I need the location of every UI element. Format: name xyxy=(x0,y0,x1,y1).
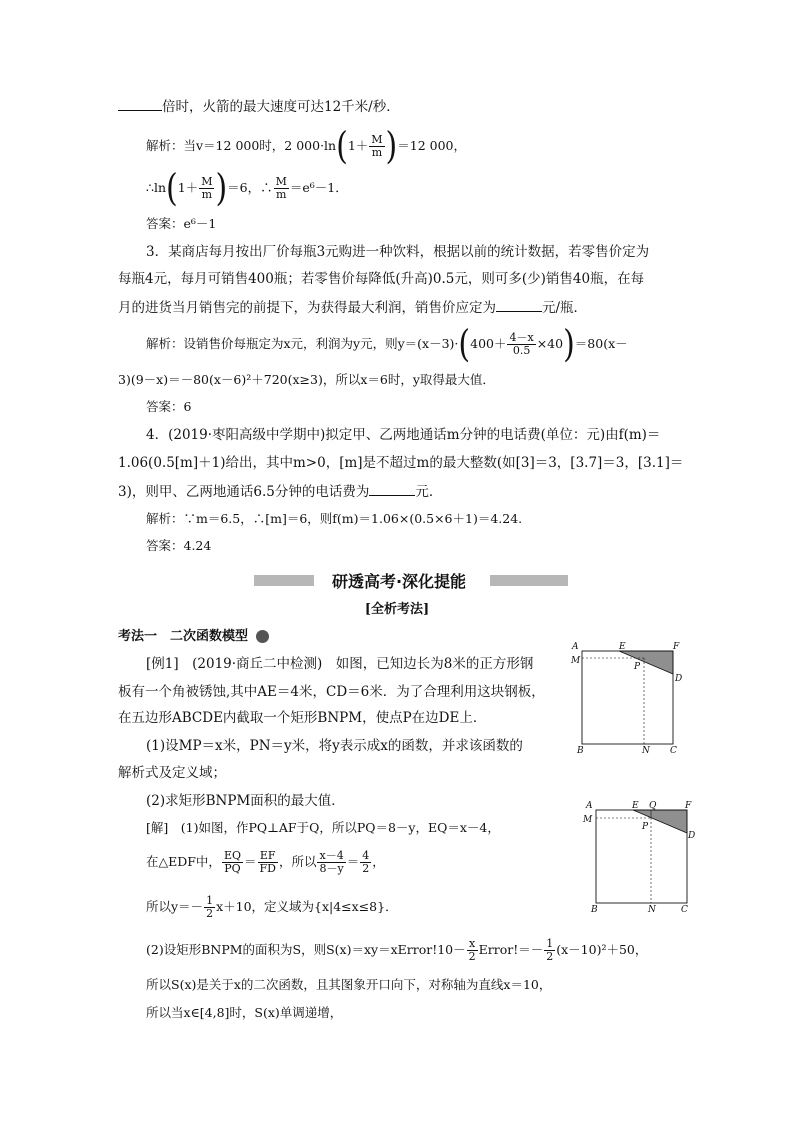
q4-answer: 答案：4.24 xyxy=(146,538,212,553)
answer-blank xyxy=(496,297,542,312)
q3-solution-1: 解析：设销售价每瓶定为x元，利润为y元，则y＝(x－3)·(400＋ $\frac{4-x}{0.5}$ ×40)＝80(x－ xyxy=(146,322,628,366)
square-plate-figure-2 xyxy=(581,797,701,915)
svg-text:P: P xyxy=(642,822,649,832)
solution-step-1: [解] (1)如图，作PQ⊥AF于Q，所以PQ＝8－y，EQ＝x－4， xyxy=(146,820,500,835)
solution-step-2: 在△EDF中， $\frac{EQ}{PQ}$ ＝ $\frac{EF}{FD}$ ，所以 $\frac{x-4}{8-y}$ ＝ $\frac{4}{2}$ ， xyxy=(146,849,385,875)
svg-text:Q: Q xyxy=(649,801,657,811)
solution-step-5: 所以S(x)是关于x的二次函数，且其图象开口向下，对称轴为直线x＝10， xyxy=(146,977,552,992)
q4-line-1: 4．(2019·枣阳高级中学期中)拟定甲、乙两地通话m分钟的电话费(单位：元)由f(m)＝ xyxy=(146,427,661,443)
svg-text:E: E xyxy=(632,801,639,811)
rocket-answer-line: 倍时，火箭的最大速度可达12千米/秒． xyxy=(118,96,400,117)
section-banner xyxy=(254,570,568,590)
example-line-5: 解析式及定义域； xyxy=(118,765,226,781)
q4-line-3: 3)，则甲、乙两地通话6.5分钟的电话费为 元． xyxy=(118,481,442,502)
answer-blank xyxy=(369,481,415,496)
example-line-4: (1)设MP＝x米，PN＝y米，将y表示成x的函数，并求该函数的 xyxy=(146,738,523,754)
q3-line-3: 月的进货当月销售完的前提下，为获得最大利润，销售价应定为 元/瓶． xyxy=(118,297,587,318)
svg-text:B: B xyxy=(577,746,584,756)
example-line-1: [例1] (2019·商丘二中检测) 如图，已知边长为8米的正方形钢 xyxy=(146,656,534,672)
q3-line-2: 每瓶4元，每月可销售400瓶；若零售价每降低(升高)0.5元，则可多(少)销售40瓶，在每 xyxy=(118,271,645,287)
svg-text:P: P xyxy=(634,662,641,672)
example-line-3: 在五边形ABCDE内截取一个矩形BNPM，使点P在边DE上． xyxy=(118,710,487,726)
q3-solution-2: 3)(9－x)＝－80(x－6)²＋720(x≥3)，所以x＝6时，y取得最大值． xyxy=(118,372,495,387)
answer-1: 答案：e⁶－1 xyxy=(146,216,217,231)
circle-icon xyxy=(256,630,269,643)
svg-text:A: A xyxy=(572,642,579,652)
svg-text:N: N xyxy=(648,905,656,915)
q3-line-1: 3．某商店每月按出厂价每瓶3元购进一种饮料，根据以前的统计数据，若零售价定为 xyxy=(146,244,650,260)
svg-text:A: A xyxy=(586,801,593,811)
solution-line-2: ∴ln(1＋ $\frac{M}{m}$ )＝6，∴ $\frac{M}{m}$ ＝e⁶－1． xyxy=(146,166,348,210)
example-line-2: 板有一个角被锈蚀,其中AE＝4米，CD＝6米．为了合理利用这块钢板， xyxy=(118,684,545,700)
svg-text:M: M xyxy=(571,656,581,666)
svg-text:F: F xyxy=(673,642,680,652)
example-line-6: (2)求矩形BNPM面积的最大值． xyxy=(146,793,345,809)
svg-text:C: C xyxy=(681,905,688,915)
solution-step-6: 所以当x∈[4,8]时，S(x)单调递增， xyxy=(146,1005,343,1020)
svg-text:C: C xyxy=(670,746,677,756)
q4-solution: 解析：∵m＝6.5，∴[m]＝6，则f(m)＝1.06×(0.5×6＋1)＝4.24. xyxy=(146,511,523,526)
svg-text:D: D xyxy=(688,831,696,841)
svg-text:F: F xyxy=(685,801,692,811)
subheading: [全析考法] xyxy=(364,602,430,617)
fraction: $\frac{M}{m}$ xyxy=(371,133,383,159)
svg-text:B: B xyxy=(591,905,598,915)
solution-step-4: (2)设矩形BNPM的面积为S，则S(x)＝xy＝xError!10－ $\frac{x}{2}$ Error!＝－ $\frac{1}{2}$ (x－10)²＋50， xyxy=(146,937,648,963)
section-title: 研透高考·深化提能 xyxy=(331,572,467,591)
square-plate-figure-1 xyxy=(567,638,687,756)
method-heading: 考法一 二次函数模型 xyxy=(118,625,269,644)
svg-text:N: N xyxy=(642,746,650,756)
q4-line-2: 1.06(0.5[m]＋1)给出，其中m>0，[m]是不超过m的最大整数(如[3]＝3，[3.7]＝3，[3.1]＝ xyxy=(118,455,684,471)
answer-blank xyxy=(118,96,162,111)
svg-text:M: M xyxy=(583,815,593,825)
corroded-corner xyxy=(619,651,673,674)
q3-answer: 答案：6 xyxy=(146,399,192,414)
solution-step-3: 所以y＝－ $\frac{1}{2}$ x＋10，定义域为{x|4≤x≤8}． xyxy=(146,894,398,920)
solution-line-1: 解析：当v＝12 000时，2 000·ln(1＋ $\frac{M}{m}$ )＝12 000， xyxy=(146,124,467,168)
svg-text:D: D xyxy=(675,674,683,684)
svg-text:E: E xyxy=(619,642,626,652)
